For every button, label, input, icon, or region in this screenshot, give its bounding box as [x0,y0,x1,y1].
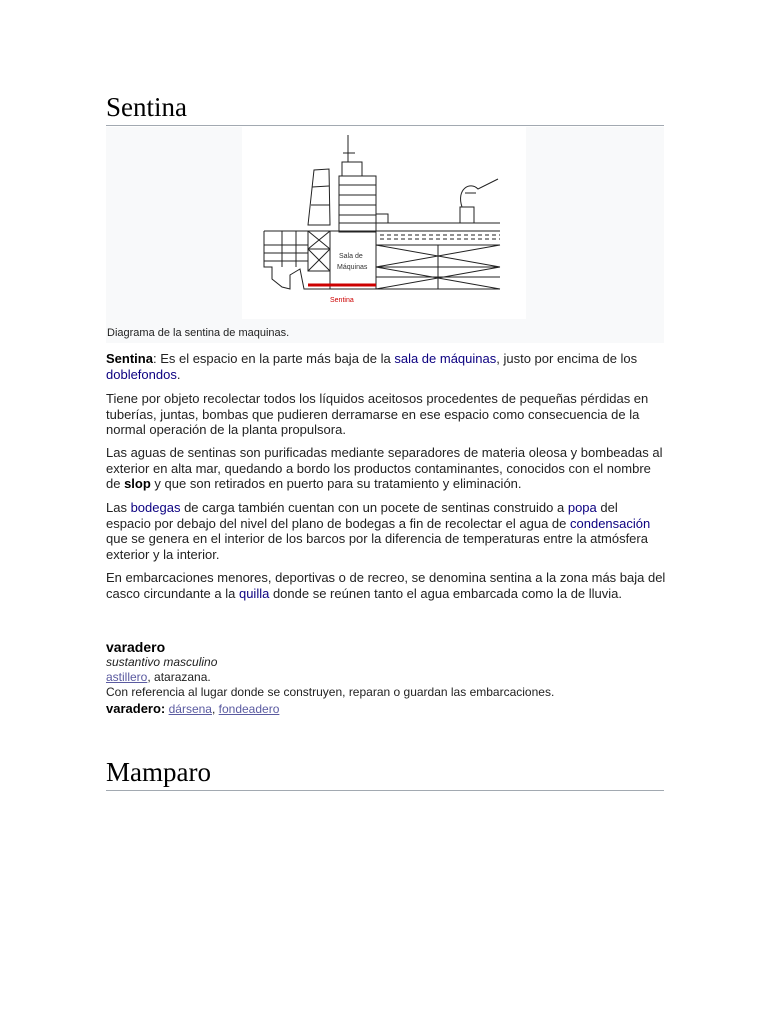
dict-term: varadero [106,639,166,655]
figure-thumbnail [106,127,664,343]
section-title-sentina: Sentina [106,91,664,126]
link-darsena[interactable]: dársena [168,702,212,716]
paragraph-bodegas [106,500,666,562]
dictionary-entry [106,639,666,718]
text: : Es el espacio en la parte más baja de la [152,351,395,366]
term-slop: slop [124,476,151,491]
text: donde se reúnen tanto el agua embarcada como la de lluvia. [269,585,623,601]
link-quilla[interactable]: quilla [238,585,270,601]
text: Las aguas de sentinas son purificadas mediante separadores de materia oleosa y bombeadas al exterior en alta mar, quedando a bordo los productos contaminantes, conocidos con el nombre de [106,445,663,491]
separator: , [211,702,216,716]
engine-room-diagram[interactable] [242,127,526,319]
text: . [176,366,181,382]
label-sentina: Sentina [330,297,354,304]
section-title-mamparo: Mamparo [106,756,664,791]
text: , justo por encima de los [496,351,638,366]
dict-related [106,700,666,718]
link-bodegas[interactable]: bodegas [130,500,181,515]
term-sentina: Sentina [106,351,153,366]
text: Las [106,500,131,515]
paragraph-purpose: Tiene por objeto recolectar todos los líquidos aceitosos procedentes de pequeñas pérdidas en tuberías, juntas, bombas que pudieren derramarse en ese espacio como consecuencia de la normal operación de la planta propulsora. [106,391,649,437]
paragraph-purification [106,445,666,492]
label-sala-de: Sala de [339,253,363,260]
text: , atarazana. [147,670,211,684]
text: del espacio por debajo del nivel del plano de bodegas a fin de recolectar el agua de [106,500,618,531]
text: de carga también cuentan con un pocete de sentinas construido a [180,500,568,515]
text: En embarcaciones menores, deportivas o de recreo, se denomina sentina a la zona más baja del casco circundante a la [106,570,666,601]
dict-pos: sustantivo masculino [106,655,218,669]
dict-related-label: varadero: [106,701,166,716]
label-maquinas: Máquinas [337,264,368,271]
dict-synonyms [106,670,666,685]
paragraph-embarcaciones [106,570,666,601]
link-sala-de-maquinas[interactable]: sala de máquinas [394,351,497,366]
link-fondeadero[interactable]: fondeadero [218,702,280,716]
ship-diagram-svg [242,127,526,319]
link-condensacion[interactable]: condensación [570,515,651,531]
link-astillero[interactable]: astillero [106,670,148,684]
link-popa[interactable]: popa [567,500,597,515]
text: que se genera en el interior de los barcos por la diferencia de temperaturas entre la atmósfera exterior y la interior. [106,531,648,562]
link-doblefondos[interactable]: doblefondos [106,366,177,382]
figure-caption: Diagrama de la sentina de maquinas. [107,327,290,339]
paragraph-definition [106,351,666,382]
text: y que son retirados en puerto para su tratamiento y eliminación. [150,476,522,491]
dict-definition: Con referencia al lugar donde se construyen, reparan o guardan las embarcaciones. [106,685,555,699]
